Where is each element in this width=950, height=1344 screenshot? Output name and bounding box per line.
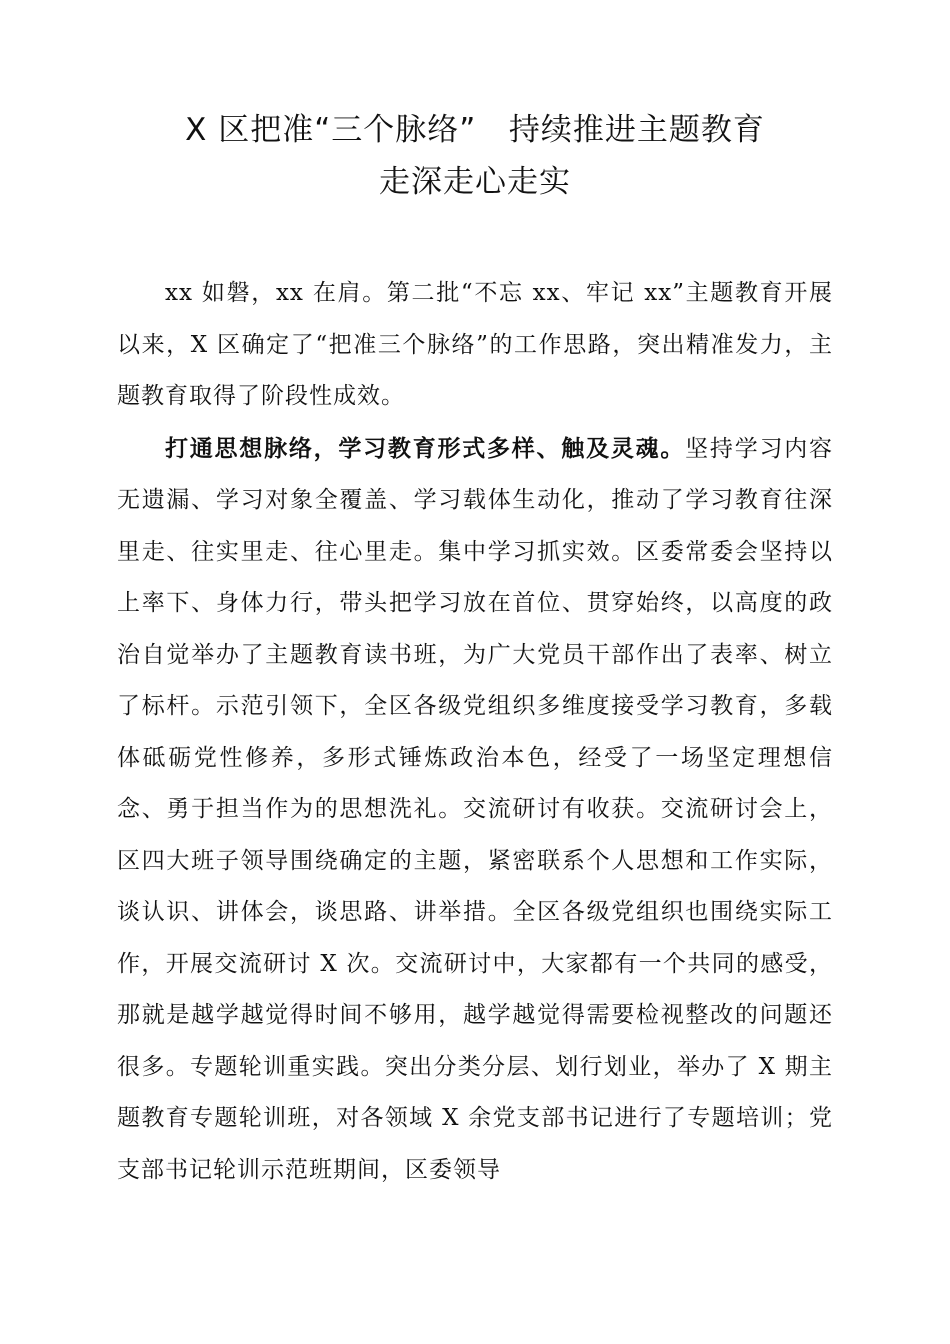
title-line-2: 走深走心走实 — [379, 164, 571, 200]
paragraph-intro: xx 如磐，xx 在肩。第二批“不忘 xx、牢记 xx”主题教育开展以来，X 区确定了“把准三个脉络”的工作思路，突出精准发力，主题教育取得了阶段性成效。 — [117, 280, 833, 409]
paragraph-thought-vein — [117, 423, 833, 1197]
document-body — [117, 268, 833, 1196]
paragraph-lead-heading: 打通思想脉络，学习教育形式多样、触及灵魂。 — [165, 434, 686, 462]
title-line-1: X 区把准“三个脉络” 持续推进主题教育 — [185, 112, 765, 148]
document-title — [0, 104, 950, 208]
paragraph-body-text: 坚持学习内容无遗漏、学习对象全覆盖、学习载体生动化，推动了学习教育往深里走、往实里走、往心里走。集中学习抓实效。区委常委会坚持以上率下、身体力行，带头把学习放在首位、贯穿始终，以高度的政治自觉举办了主题教育读书班，为广大党员干部作出了表率、树立了标杆。示范引领下，全区各级党组织多维度接受学习教育，多载体砥砺党性修养，多形式锤炼政治本色，经受了一场坚定理想信念、勇于担当作为的思想洗礼。交流研讨有收获。交流研讨会上，区四大班子领导围绕确定的主题，紧密联系个人思想和工作实际，谈认识、讲体会，谈思路、讲举措。全区各级党组织也围绕实际工作，开展交流研讨 X 次。交流研讨中，大家都有一个共同的感受，那就是越学越觉得时间不够用，越学越觉得需要检视整改的问题还很多。专题轮训重实践。突出分类分层、划行划业，举办了 X 期主题教育专题轮训班，对各领域 X 余党支部书记进行了专题培训；党支部书记轮训示范班期间，区委领导 — [117, 435, 834, 1183]
